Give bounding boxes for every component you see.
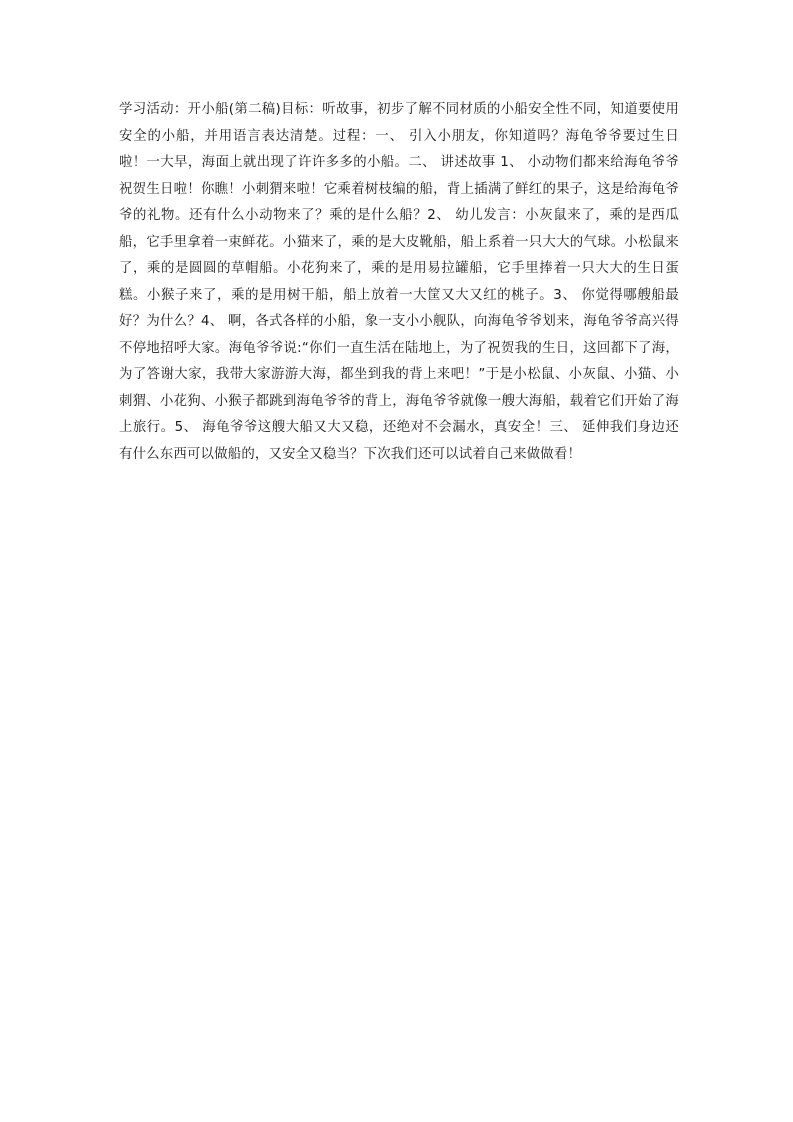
- lesson-plan-paragraph: 学习活动：开小船(第二稿)目标：听故事，初步了解不同材质的小船安全性不同，知道要使用安全的小船，并用语言表达清楚。过程：一、 引入小朋友，你知道吗？海龟爷爷要过生日啦！一大早，海面上就出现了许许多多的小船。二、 讲述故事 1、 小动物们都来给海龟爷爷祝贺生日啦！你瞧！小刺猬来啦！它乘着树枝编的船，背上插满了鲜红的果子，这是给海龟爷爷的礼物。还有什么小动物来了？乘的是什么船？2、 幼儿发言：小灰鼠来了，乘的是西瓜船，它手里拿着一束鲜花。小猫来了，乘的是大皮靴船，船上系着一只大大的气球。小松鼠来了，乘的是圆圆的草帽船。小花狗来了，乘的是用易拉罐船，它手里捧着一只大大的生日蛋糕。小猴子来了，乘的是用树干船，船上放着一大筐又大又红的桃子。3、 你觉得哪艘船最好？为什么？4、 啊，各式各样的小船，象一支小小舰队，向海龟爷爷划来，海龟爷爷高兴得不停地招呼大家。海龟爷爷说:“你们一直生活在陆地上，为了祝贺我的生日，这回都下了海，为了答谢大家，我带大家游游大海，都坐到我的背上来吧！”于是小松鼠、小灰鼠、小猫、小刺猬、小花狗、小猴子都跳到海龟爷爷的背上，海龟爷爷就像一艘大海船，载着它们开始了海上旅行。5、 海龟爷爷这艘大船又大又稳，还绝对不会漏水，真安全！三、 延伸我们身边还有什么东西可以做船的，又安全又稳当？下次我们还可以试着自己来做做看！: [119, 102, 679, 462]
